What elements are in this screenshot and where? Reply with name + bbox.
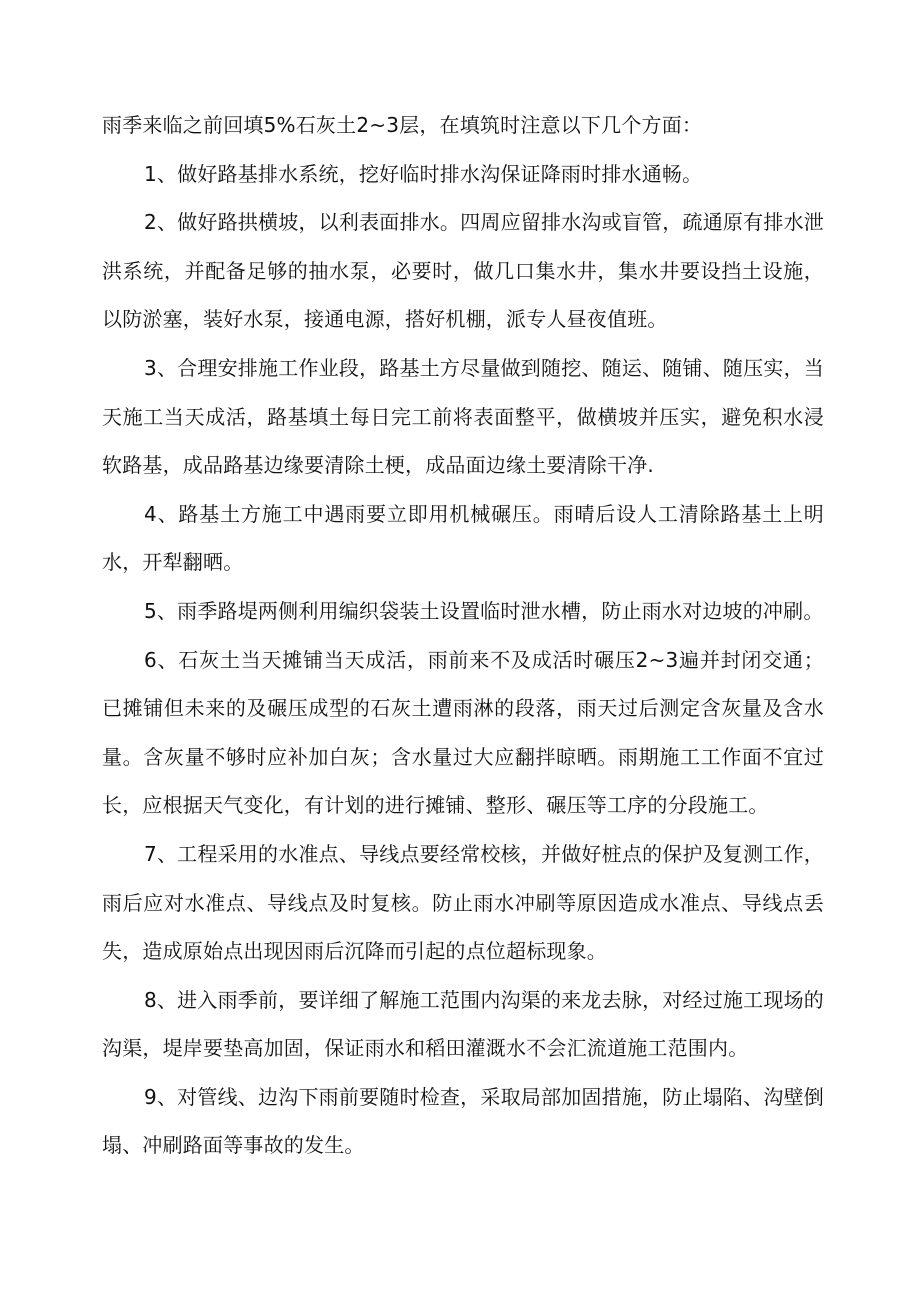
list-item-2: 2、做好路拱横坡，以利表面排水。四周应留排水沟或盲管，疏通原有排水泄洪系统，并配备足够的抽水泵，必要时，做几口集水井，集水井要设挡土设施，以防淤塞，装好水泵，接通电源，搭好机棚，派专人昼夜值班。 xyxy=(102,210,824,332)
document-body xyxy=(102,101,824,1170)
list-item-4: 4、路基土方施工中遇雨要立即用机械碾压。雨晴后设人工清除路基土上明水，开犁翻晒。 xyxy=(102,501,824,575)
list-item-6: 6、石灰土当天摊铺当天成活，雨前来不及成活时碾压2~3遍并封闭交通；已摊铺但未来的及碾压成型的石灰土遭雨淋的段落，雨天过后测定含灰量及含水量。含灰量不够时应补加白灰；含水量过大应翻拌晾晒。雨期施工工作面不宜过长，应根据天气变化，有计划的进行摊铺、整形、碾压等工序的分段施工。 xyxy=(102,647,824,818)
list-item-1: 1、做好路基排水系统，挖好临时排水沟保证降雨时排水通畅。 xyxy=(144,161,703,186)
list-item-5: 5、雨季路堤两侧利用编织袋装土设置临时泄水槽，防止雨水对边坡的冲刷。 xyxy=(144,598,824,623)
list-item-7: 7、工程采用的水准点、导线点要经常校核，并做好桩点的保护及复测工作，雨后应对水准点、导线点及时复核。防止雨水冲刷等原因造成水准点、导线点丢失，造成原始点出现因雨后沉降而引起的点位超标现象。 xyxy=(102,841,824,964)
list-item-8: 8、进入雨季前，要详细了解施工范围内沟渠的来龙去脉，对经过施工现场的沟渠，堤岸要垫高加固，保证雨水和稻田灌溉水不会汇流道施工范围内。 xyxy=(102,987,824,1061)
intro-paragraph: 雨季来临之前回填5%石灰土2~3层，在填筑时注意以下几个方面： xyxy=(102,113,703,137)
list-item-9: 9、对管线、边沟下雨前要随时检查，采取局部加固措施，防止塌陷、沟壁倒塌、冲刷路面等事故的发生。 xyxy=(102,1084,824,1158)
list-item-3: 3、合理安排施工作业段，路基土方尽量做到随挖、随运、随铺、随压实，当天施工当天成活，路基填土每日完工前将表面整平，做横坡并压实，避免积水浸软路基，成品路基边缘要清除土梗，成品面边缘土要清除干净. xyxy=(102,355,824,478)
